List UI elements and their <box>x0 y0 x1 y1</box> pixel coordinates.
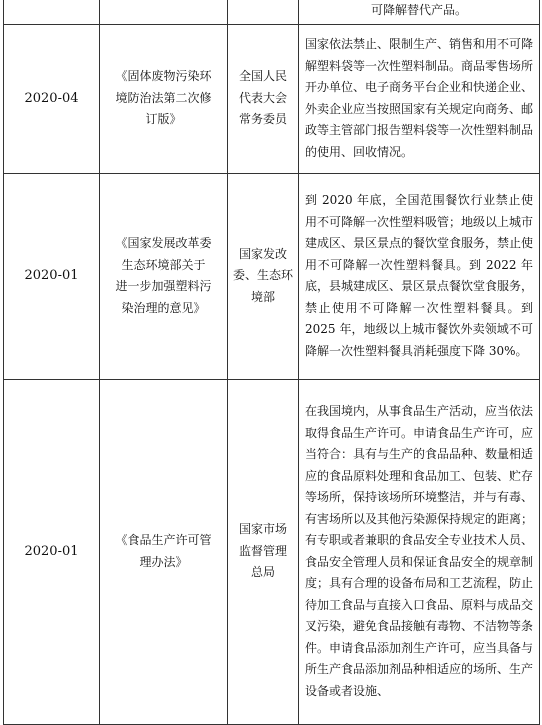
table-row <box>4 0 540 24</box>
policy-table <box>3 0 540 725</box>
table-row <box>4 24 540 173</box>
issuing-body-cell: 全国人民 代表大会 常务委员 <box>228 24 299 173</box>
content-cell: 国家依法禁止、限制生产、销售和用不可降解塑料袋等一次性塑料制品。商品零售场所开办单位、电子商务平台企业和快递企业、外卖企业应当按照国家有关规定向商务、邮政等主管部门报告塑料袋等一次性塑料制品的使用、回收情况。 <box>299 24 540 173</box>
law-name-cell: 《国家发展改革委 生态环境部关于 进一步加强塑料污 染治理的意见》 <box>100 173 228 379</box>
law-name-cell: 《固体废物污染环 境防治法第二次修 订版》 <box>100 24 228 173</box>
table-row <box>4 379 540 724</box>
law-name-cell <box>100 0 228 24</box>
date-cell <box>4 0 100 24</box>
date-cell: 2020-01 <box>4 379 100 724</box>
issuing-body-cell: 国家发改 委、生态环 境部 <box>228 173 299 379</box>
content-cell: 可降解替代产品。 <box>299 0 540 24</box>
content-cell: 在我国境内，从事食品生产活动，应当依法取得食品生产许可。申请食品生产许可，应当符合：具有与生产的食品品种、数量相适应的食品原料处理和食品加工、包装、贮存等场所，保持该场所环境整洁，并与有毒、有害场所以及其他污染源保持规定的距离；有专职或者兼职的食品安全专业技术人员、食品安全管理人员和保证食品安全的规章制度；具有合理的设备布局和工艺流程，防止待加工食品与直接入口食品、原料与成品交叉污染，避免食品接触有毒物、不洁物等条件。申请食品添加剂生产许可，应当具备与所生产食品添加剂品种相适应的场所、生产设备或者设施、 <box>299 379 540 724</box>
issuing-body-cell <box>228 0 299 24</box>
date-cell: 2020-01 <box>4 173 100 379</box>
law-name-cell: 《食品生产许可管 理办法》 <box>100 379 228 724</box>
table-row <box>4 173 540 379</box>
date-cell: 2020-04 <box>4 24 100 173</box>
content-cell: 到 2020 年底，全国范围餐饮行业禁止使用不可降解一次性塑料吸管；地级以上城市建成区、景区景点的餐饮堂食服务，禁止使用不可降解一次性塑料餐具。到 2022 年底，县城建成区、景区景点餐饮堂食服务，禁止使用不可降解一次性塑料餐具。到 2025 年，地级以上城市餐饮外卖领域不可降解一次性塑料餐具消耗强度下降 30%。 <box>299 173 540 379</box>
issuing-body-cell: 国家市场 监督管理 总局 <box>228 379 299 724</box>
